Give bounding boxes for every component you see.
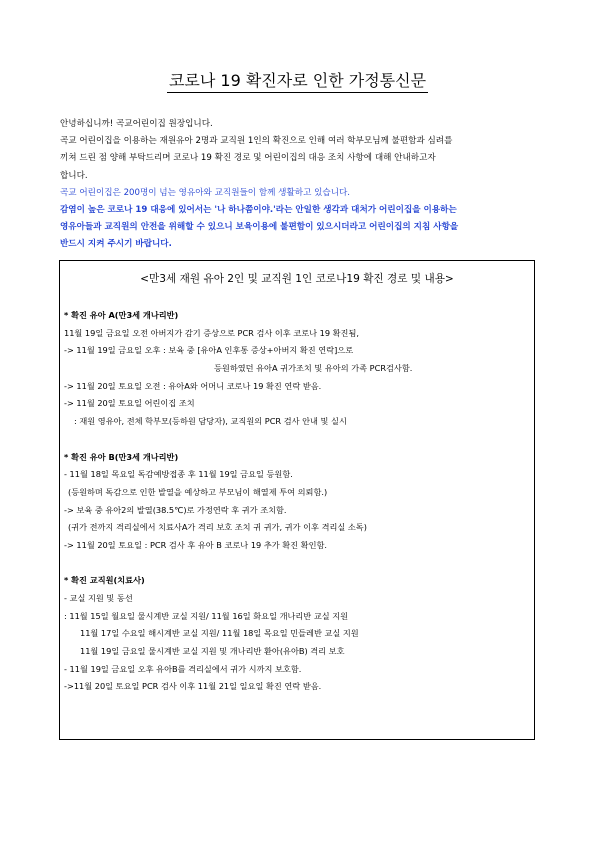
warning-line-2: 영유아들과 교직원의 안전을 위해할 수 있으니 보육이용에 불편함이 있으시더라고 어린이집의 지침 사항을 xyxy=(60,222,459,233)
case-a-line-5: -> 11월 20일 토요일 어린이집 조치 xyxy=(64,398,195,409)
case-b-line-3: -> 보육 중 유아2의 발열(38.5℃)로 가정연락 후 귀가 조치함. xyxy=(64,504,287,515)
section-spacer xyxy=(64,555,530,573)
box-title: <만3세 재원 유아 2인 및 교직원 1인 코로나19 확진 경로 및 내용> xyxy=(140,273,454,285)
staff-case-line-6: ->11월 20일 토요일 PCR 검사 이후 11월 21일 일요일 확진 연락 받음. xyxy=(64,681,322,692)
staff-case-line-1: - 교실 지원 및 동선 xyxy=(64,593,133,603)
case-b-line-4: (귀가 전까지 격리실에서 치료사A가 격리 보호 조치 귀 귀가, 귀가 이후 격리실 소독) xyxy=(68,522,367,533)
intro-paragraph-line-3: 합니다. xyxy=(60,170,88,181)
warning-line-1: 감염이 높은 코로나 19 대응에 있어서는 '나 하나쯤이야.'라는 안일한 생각과 대처가 어린이집을 이용하는 xyxy=(60,205,457,216)
warning-line-3: 반드시 지켜 주시기 바랍니다. xyxy=(60,239,172,250)
case-a-line-4: -> 11월 20일 토요일 오전 : 유아A와 어머니 코로나 19 확진 연락 받음. xyxy=(64,380,322,391)
box-body xyxy=(64,307,530,696)
case-b-line-5: -> 11월 20일 토요일 : PCR 검사 후 유아 B 코로나 19 추가 확진 확인함. xyxy=(64,539,328,550)
case-b-line-1: - 11월 18일 목요일 독감예방접종 후 11월 19일 금요일 등원함. xyxy=(64,469,293,480)
case-a-line-2: -> 11월 19일 금요일 오후 : 보육 중 [유아A 인후통 증상+아버지 확진 연락]으로 xyxy=(64,345,354,356)
intro-paragraph-line-1: 곡교 어린이집을 이용하는 재원유아 2명과 교직원 1인의 확진으로 인해 여러 학부모님께 불편함과 심려를 xyxy=(60,136,453,147)
case-a-heading: * 확진 유아 A(만3세 개나리반) xyxy=(64,310,179,320)
case-b-line-2: (등원하며 독감으로 인한 발열을 예상하고 부모님이 해열제 투여 의뢰함.) xyxy=(68,486,328,497)
case-a-line-6: : 재원 영유아, 전체 학부모(등하원 담당자), 교직원의 PCR 검사 안내 및 실시 xyxy=(74,416,347,427)
staff-case-heading: * 확진 교직원(치료사) xyxy=(64,575,145,586)
section-spacer xyxy=(64,431,530,449)
case-b-heading: * 확진 유아 B(만3세 개나리반) xyxy=(64,451,179,462)
intro-paragraph-line-2: 끼쳐 드린 점 양해 부탁드리며 코로나 19 확진 경로 및 어린이집의 대응 조치 사항에 대해 안내하고자 xyxy=(60,153,436,164)
intro-section xyxy=(60,116,540,254)
document-title xyxy=(0,68,595,91)
capacity-notice: 곡교 어린이집은 200명이 넘는 영유아와 교직원들이 함께 생활하고 있습니다. xyxy=(60,187,351,198)
case-a-line-3: 등원하였던 유아A 귀가조치 및 유아의 가족 PCR검사함. xyxy=(214,363,413,374)
staff-case-line-2: : 11월 15일 월요일 물시계반 교실 지원/ 11월 16일 화요일 개나리반 교실 지원 xyxy=(64,610,349,621)
infection-route-box xyxy=(59,260,535,740)
staff-case-line-4: 11월 19일 금요일 물시계반 교실 지원 및 개나리반 환아(유아B) 격리 보호 xyxy=(80,646,345,657)
greeting-line: 안녕하십니까! 곡교어린이집 원장입니다. xyxy=(60,119,213,129)
staff-case-line-3: 11월 17일 수요일 해시계반 교실 지원/ 11월 18일 목요일 민들레반 교실 지원 xyxy=(80,628,359,639)
document-title-text: 코로나 19 확진자로 인한 가정통신문 xyxy=(167,71,428,93)
staff-case-line-5: - 11월 19일 금요일 오후 유아B를 격리실에서 귀가 시까지 보호함. xyxy=(64,663,302,674)
case-a-line-1: 11월 19일 금요일 오전 아버지가 감기 증상으로 PCR 검사 이후 코로나 19 확진됨, xyxy=(64,327,359,338)
